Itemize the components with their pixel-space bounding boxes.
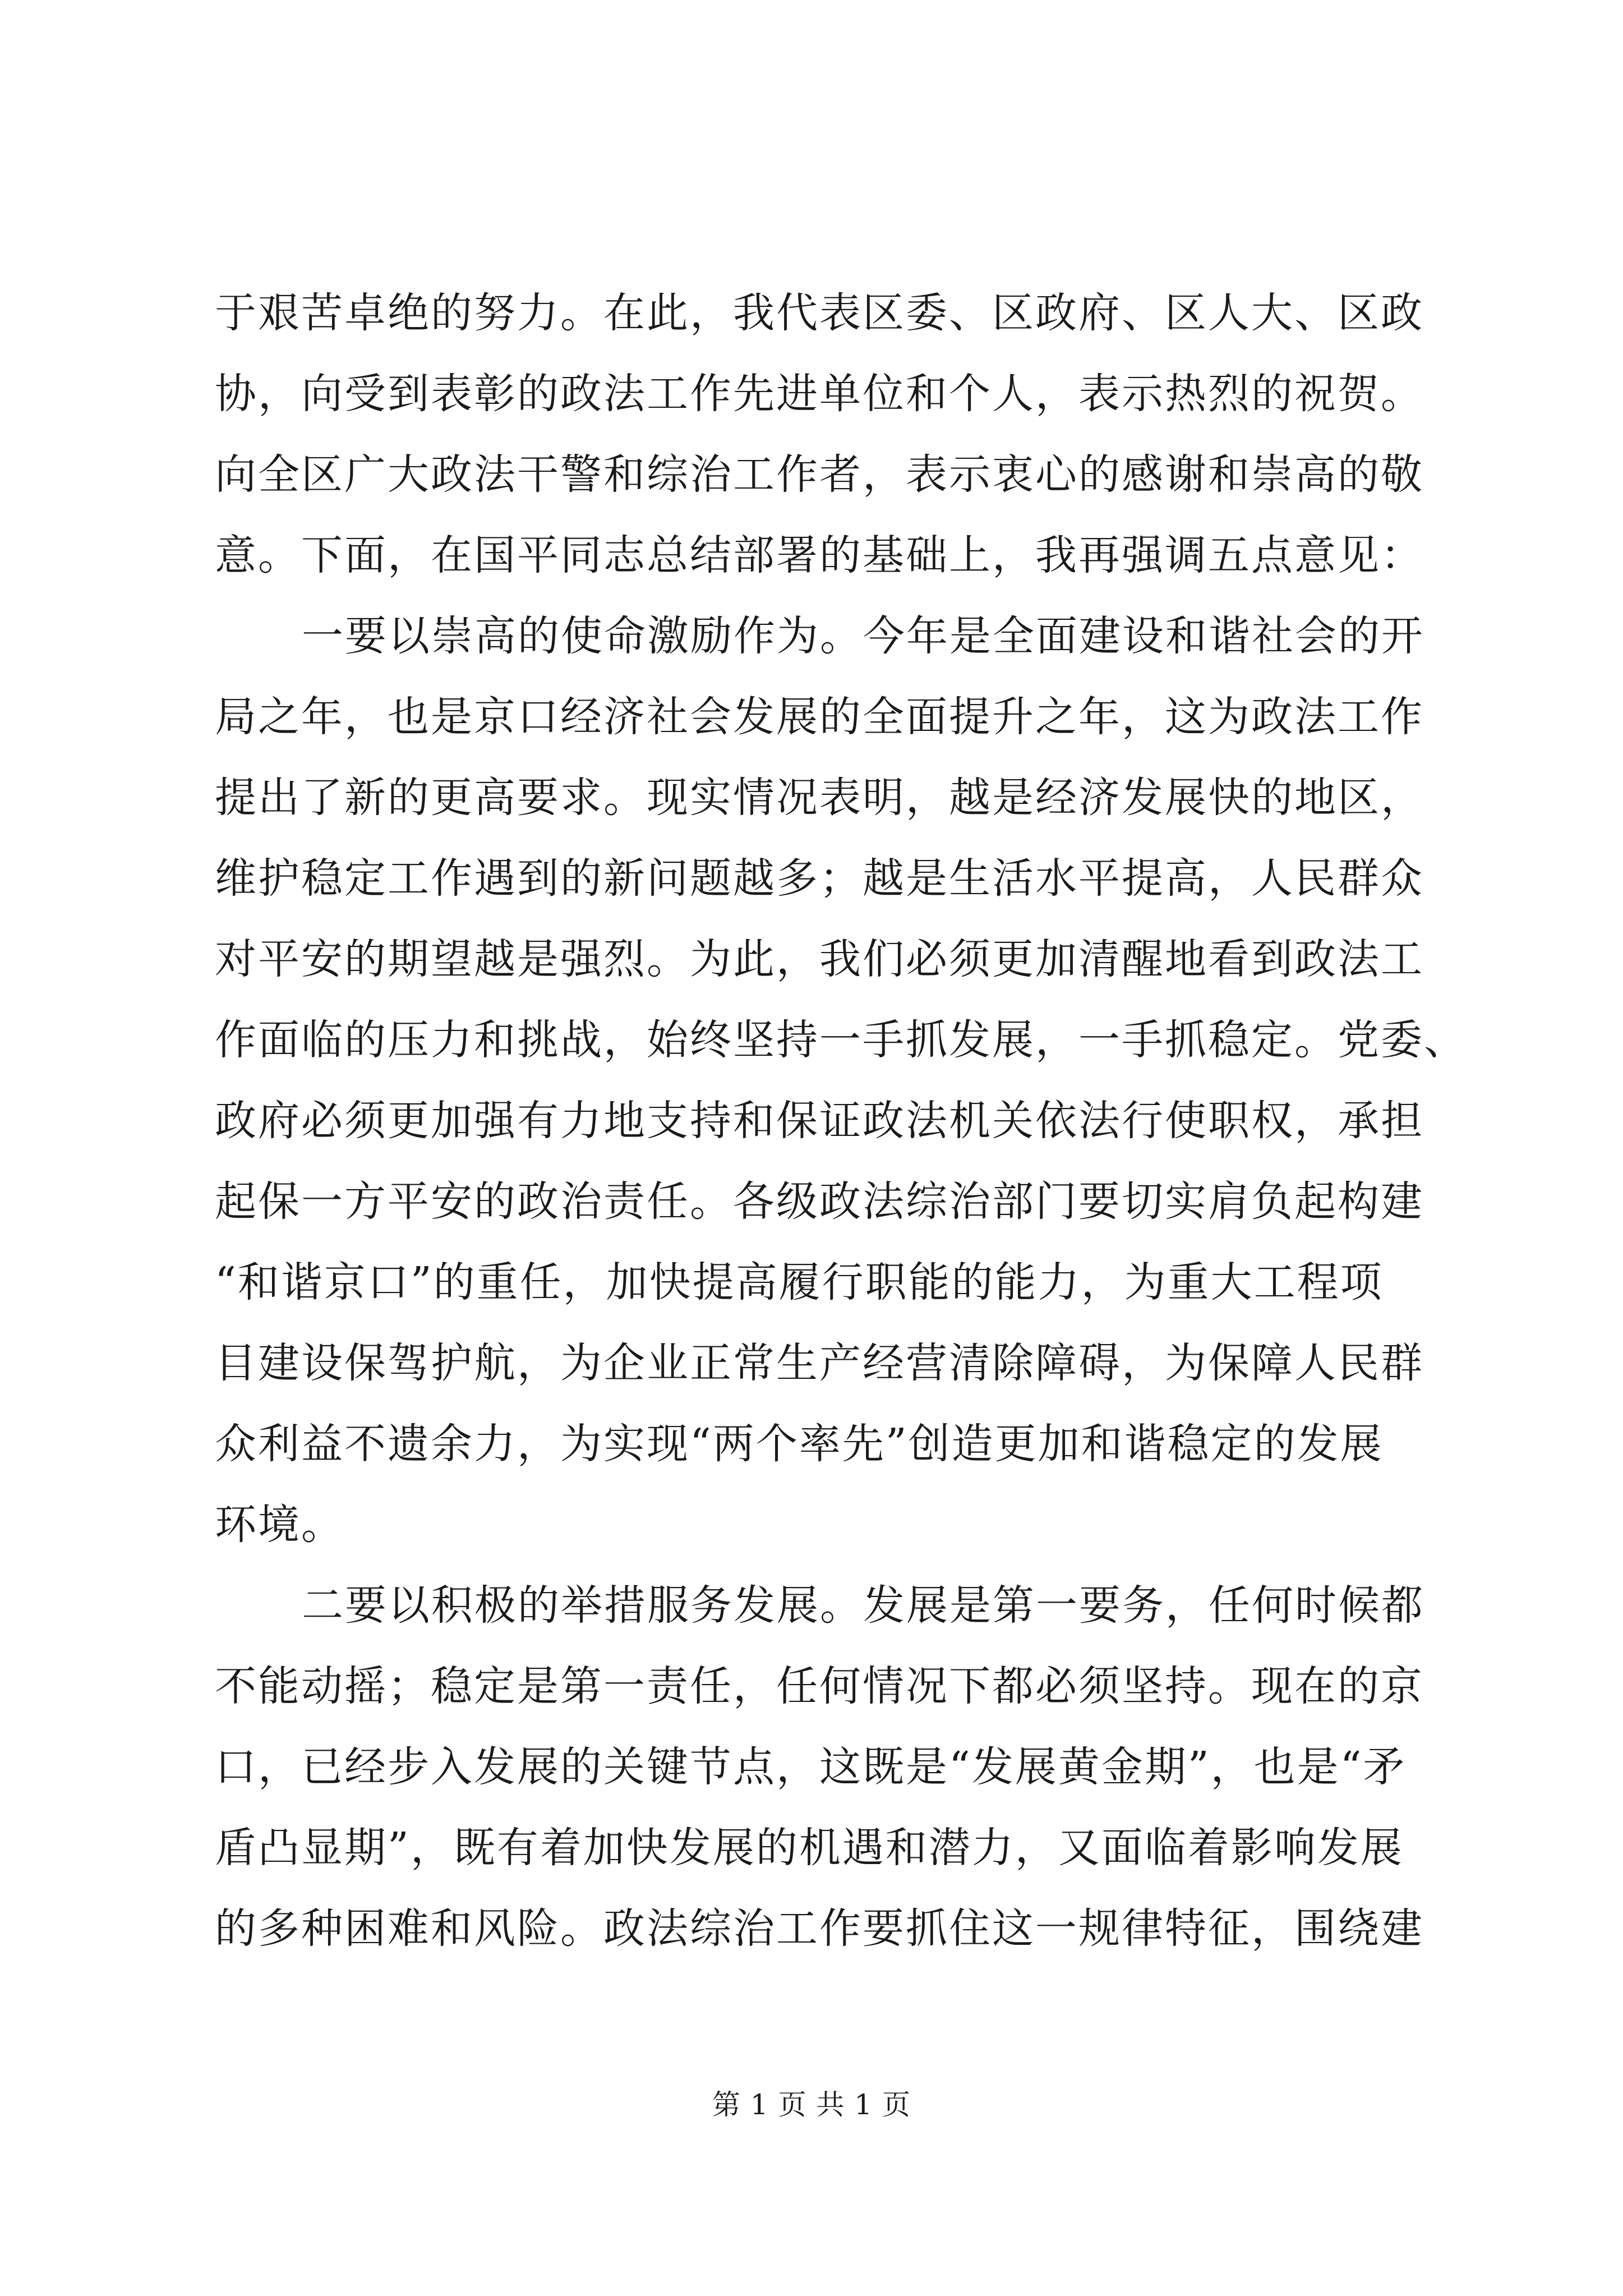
text-line: 盾凸显期”，既有着加快发展的机遇和潜力，又面临着影响发展 — [215, 1824, 1404, 1872]
text-line: 于艰苦卓绝的努力。在此，我代表区委、区政府、区人大、区政 — [215, 289, 1424, 337]
text-line: 提出了新的更高要求。现实情况表明，越是经济发展快的地区， — [215, 774, 1424, 822]
text-line: 众利益不遗余力，为实现“两个率先”创造更加和谐稳定的发展 — [215, 1420, 1384, 1468]
page-footer — [0, 2088, 1623, 2122]
text-line: 局之年，也是京口经济社会发展的全面提升之年，这为政法工作 — [215, 693, 1424, 741]
document-body — [215, 273, 1467, 1969]
text-line: 协，向受到表彰的政法工作先进单位和个人，表示热烈的祝贺。 — [215, 370, 1424, 418]
text-line: 政府必须更加强有力地支持和保证政法机关依法行使职权，承担 — [215, 1097, 1424, 1145]
text-line: 环境。 — [215, 1501, 344, 1549]
text-line: “和谐京口”的重任，加快提高履行职能的能力，为重大工程项 — [215, 1258, 1384, 1306]
paragraph-2-first-line: 二要以积极的举措服务发展。发展是第一要务，任何时候都 — [302, 1581, 1424, 1630]
text-line: 对平安的期望越是强烈。为此，我们必须更加清醒地看到政法工 — [215, 935, 1424, 983]
text-line: 作面临的压力和挑战，始终坚持一手抓发展，一手抓稳定。党委、 — [215, 1016, 1467, 1064]
text-line: 意。下面，在国平同志总结部署的基础上，我再强调五点意见： — [215, 531, 1424, 579]
text-line: 目建设保驾护航，为企业正常生产经营清除障碍，为保障人民群 — [215, 1339, 1424, 1387]
text-line: 起保一方平安的政治责任。各级政法综治部门要切实肩负起构建 — [215, 1177, 1424, 1226]
text-line: 口，已经步入发展的关键节点，这既是“发展黄金期”，也是“矛 — [215, 1743, 1407, 1791]
text-line: 维护稳定工作遇到的新问题越多；越是生活水平提高，人民群众 — [215, 854, 1424, 903]
paragraph-1-first-line: 一要以崇高的使命激励作为。今年是全面建设和谐社会的开 — [302, 612, 1424, 660]
text-line: 不能动摇；稳定是第一责任，任何情况下都必须坚持。现在的京 — [215, 1662, 1424, 1710]
text-line: 的多种困难和风险。政法综治工作要抓住这一规律特征，围绕建 — [215, 1904, 1424, 1953]
text-line: 向全区广大政法干警和综治工作者，表示衷心的感谢和崇高的敬 — [215, 450, 1424, 499]
page-number-label: 第 1 页 共 1 页 — [712, 2088, 911, 2121]
